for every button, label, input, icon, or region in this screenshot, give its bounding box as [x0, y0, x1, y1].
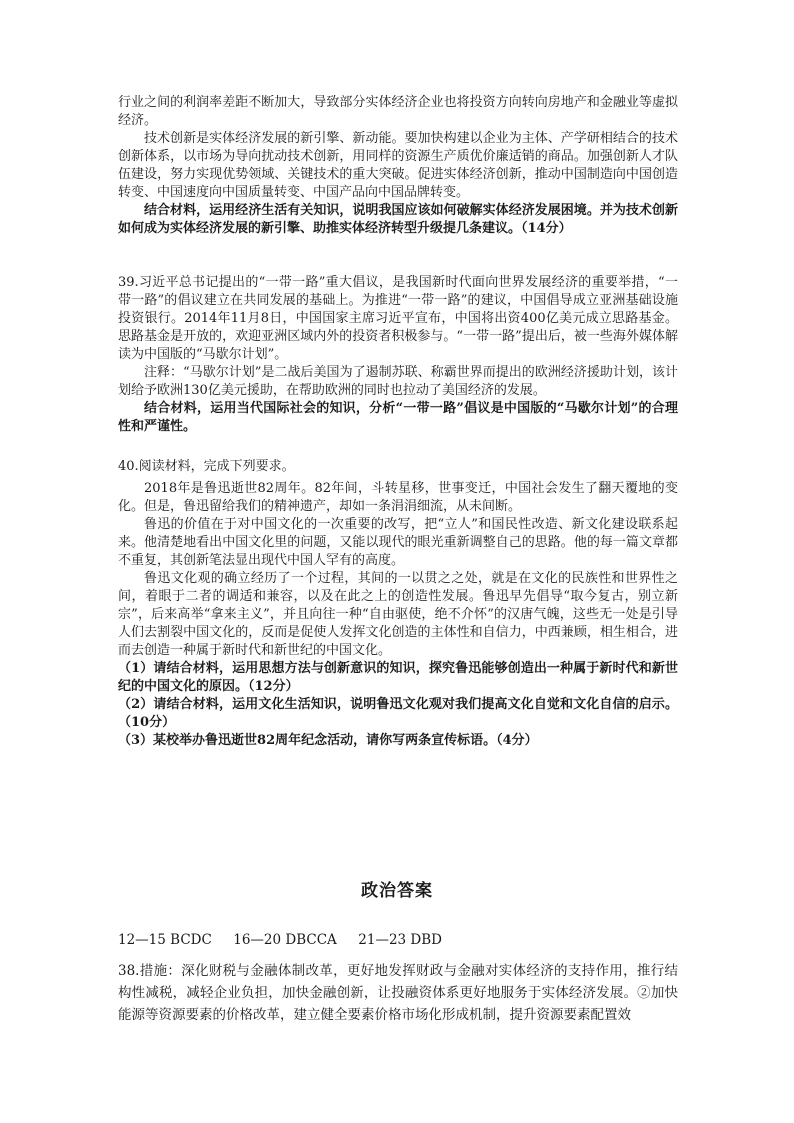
paragraph: 技术创新是实体经济发展的新引擎、新动能。要加快构建以企业为主体、产学研相结合的技术创新体系，以市场为导向扰动技术创新，用同样的资源生产质优价廉适销的商品。加强创新人才队伍建设，努力实现优势领域、关键技术的重大突破。促进实体经济创新，推动中国制造向中国创造转变、中国速度向中国质量转变、中国产品向中国品牌转变。: [118, 131, 678, 200]
question-intro: 40.阅读材料，完成下列要求。: [118, 459, 295, 474]
paragraph: 38.措施：深化财税与金融体制改革，更好地发挥财政与金融对实体经济的支持作用，推行结构性减税，减轻企业负担，加快金融创新，让投融资体系更好地服务于实体经济发展。②加快能源等资源要素的价格改革，建立健全要素价格市场化形成机制，提升资源要素配置效: [118, 963, 678, 1023]
question-prompt: 结合材料，运用经济生活有关知识，说明我国应该如何破解实体经济发展困境。并为技术创新如何成为实体经济发展的新引擎、助推实体经济转型升级提几条建议。（14分）: [118, 203, 678, 236]
question-prompt: 结合材料，运用当代国际社会的知识，分析“一带一路”倡议是中国版的“马歇尔计划”的合理性和严谨性。: [118, 401, 678, 434]
paragraph: 鲁迅的价值在于对中国文化的一次重要的改写，把“立人”和国民性改造、新文化建设联系起来。他清楚地看出中国文化里的问题，又能以现代的眼光重新调整自己的思路。他的每一篇文章都不重复，其创新笔法显出现代中国人罕有的高度。: [118, 517, 678, 568]
paragraph: 行业之间的利润率差距不断加大，导致部分实体经济企业也将投资方向转向房地产和金融业等虚拟经济。: [118, 95, 678, 128]
answer-title: 政治答案: [361, 881, 433, 901]
note-paragraph: 注释：“马歇尔计划”是二战后美国为了遏制苏联、称霸世界而提出的欧洲经济援助计划，该计划给予欧洲130亿美元援助，在帮助欧洲的同时也拉动了美国经济的发展。: [118, 365, 678, 398]
sub-question-2: （2）请结合材料，运用文化生活知识，说明鲁迅文化观对我们提高文化自觉和文化自信的启示。（10分）: [118, 697, 678, 730]
paragraph: 2018年是鲁迅逝世82周年。82年间，斗转星移，世事变迁，中国社会发生了翻天覆地的变化。但是，鲁迅留给我们的精神遗产，却如一条涓涓细流，从未间断。: [118, 481, 678, 514]
sub-question-3: （3）某校举办鲁迅逝世82周年纪念活动，请你写两条宣传标语。（4分）: [118, 733, 538, 748]
paragraph: 39.习近平总书记提出的“一带一路”重大倡议，是我国新时代面向世界发展经济的重要举措，“一带一路”的倡议建立在共同发展的基础上。为推进“一带一路”的建议，中国倡导成立亚洲基础设施投资银行。2014年11月8日，中国国家主席习近平宣布，中国将出资400亿美元成立思路基金。思路基金是开放的，欢迎亚洲区域内外的投资者积极参与。“一带一路”提出后，被一些海外媒体解读为中国版的“马歇尔计划”。: [118, 275, 678, 362]
question-38-tail: [118, 94, 678, 238]
question-40: [118, 458, 678, 750]
answer-keys: 12—15 BCDC 16—20 DBCCA 21—23 DBD: [118, 932, 442, 948]
paragraph: 鲁迅文化观的确立经历了一个过程，其间的一以贯之之处，就是在文化的民族性和世界性之间，着眼于二者的调适和兼容，以及在此之上的创造性发展。鲁迅早先倡导“取今复古，别立新宗”，后来高举“拿来主义”，并且向往一种“自由驱使，绝不介怀”的汉唐气魄，这些无一处是引导人们去割裂中国文化的，反而是促使人发挥文化创造的主体性和自信力，中西兼顾，相生相合，进而去创造一种属于新时代和新世纪的中国文化。: [118, 571, 678, 658]
sub-question-1: （1）请结合材料，运用思想方法与创新意识的知识，探究鲁迅能够创造出一种属于新时代和新世纪的中国文化的原因。（12分）: [118, 661, 678, 694]
answer-38: [118, 960, 678, 1026]
question-39: [118, 274, 678, 436]
